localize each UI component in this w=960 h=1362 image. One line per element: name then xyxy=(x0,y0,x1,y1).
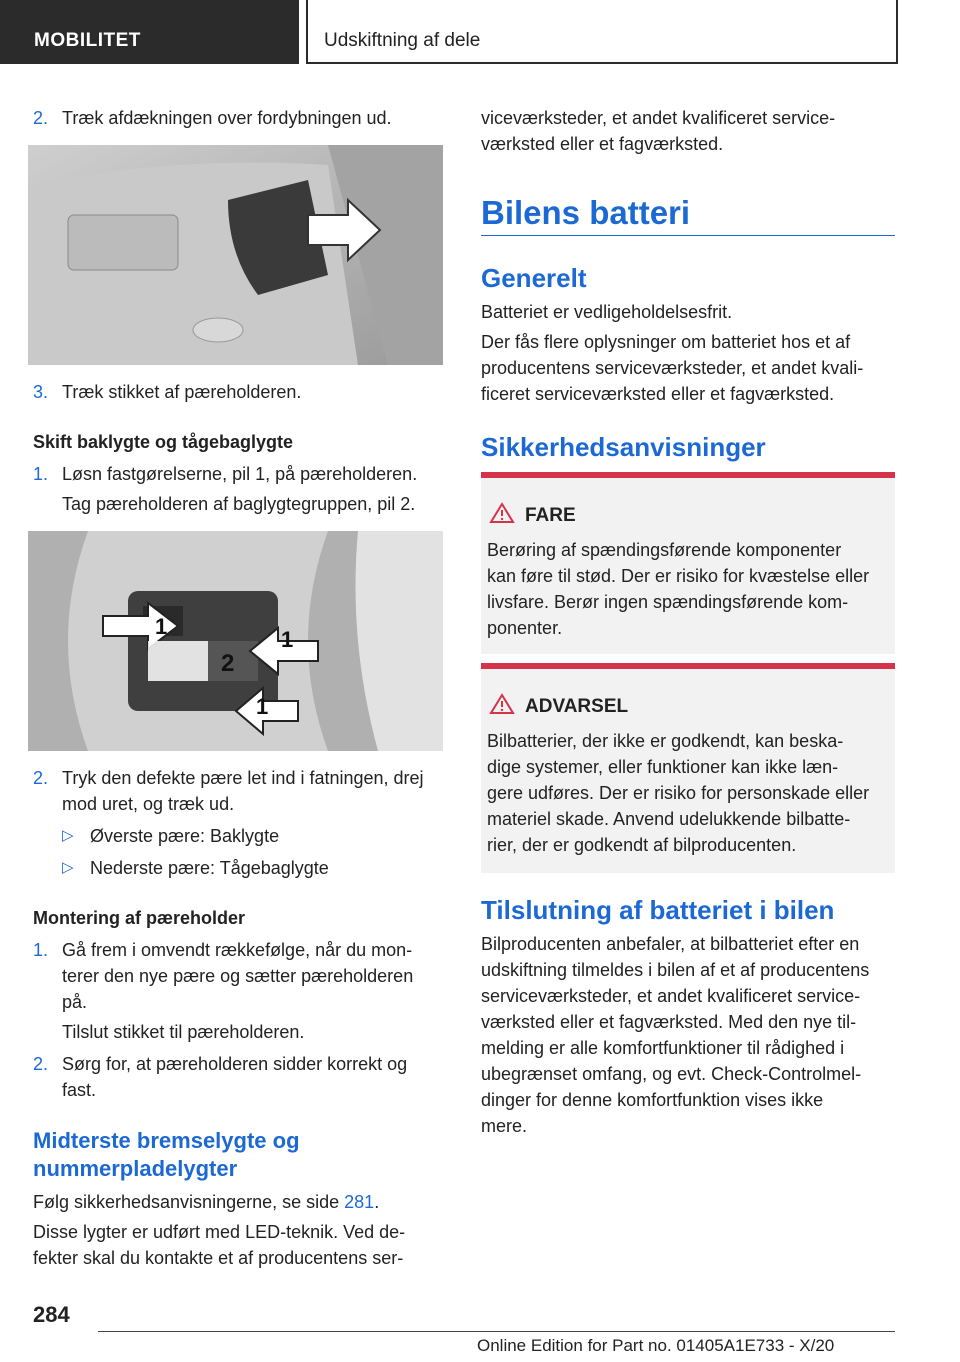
callout-label: 1 xyxy=(256,694,269,719)
callout-label: 2 xyxy=(221,650,235,677)
heading-brake-plate-lights-1: Midterste bremselygte og xyxy=(33,1128,300,1153)
step-text-line1: Sørg for, at pæreholderen sidder korrekt og xyxy=(62,1054,408,1074)
danger-body xyxy=(487,537,887,641)
bullet-text: Øverste pære: Baklygte xyxy=(90,826,280,846)
subheading-reverse-fog-light: Skift baklygte og tågebaglygte xyxy=(33,432,294,452)
heading-underline xyxy=(481,235,895,236)
warning-triangle-icon xyxy=(489,693,515,715)
paragraph-connect-line: mere. xyxy=(481,1116,528,1136)
paragraph-connect-line: serviceværksteder, et andet kvalificeret service- xyxy=(481,986,861,1006)
chapter-label: Udskiftning af dele xyxy=(324,30,481,51)
step-text-line2: terer den nye pære og sætter pæreholderen xyxy=(62,966,414,986)
paragraph-connect-line: melding er alle komfortfunktioner til rådighed i xyxy=(481,1038,845,1058)
paragraph-led-line2: fekter skal du kontakte et af producentens ser- xyxy=(33,1248,404,1268)
warning-box xyxy=(481,663,895,873)
warning-triangle-icon xyxy=(489,502,515,524)
danger-box xyxy=(481,472,895,654)
subheading-install-holder: Montering af pæreholder xyxy=(33,908,246,928)
photo-bulb-holder-illustration xyxy=(28,531,443,751)
step-number: 2. xyxy=(33,768,49,788)
heading-safety: Sikkerhedsanvisninger xyxy=(481,432,766,462)
paragraph-connect-line: udskiftning tilmeldes i bilen af et af producentens xyxy=(481,960,870,980)
danger-line: livsfare. Berør ingen spændingsførende kom- xyxy=(487,592,849,612)
step-text-line3: på. xyxy=(62,992,88,1012)
photo-bulb-holder xyxy=(28,531,443,751)
heading-general: Generelt xyxy=(481,263,587,293)
paragraph-connect-line: dinger for denne komfortfunktion vises ikke xyxy=(481,1090,824,1110)
danger-line: ponenter. xyxy=(487,618,563,638)
paragraph-info-line1: Der fås flere oplysninger om batteriet hos et af xyxy=(481,332,851,352)
warning-title: ADVARSEL xyxy=(525,696,629,717)
step-number: 1. xyxy=(33,940,49,960)
danger-line: Berøring af spændingsførende komponenter xyxy=(487,540,842,560)
step-text: Træk stikket af pæreholderen. xyxy=(62,382,302,402)
photo-trunk-cover xyxy=(28,145,443,365)
step-number: 2. xyxy=(33,108,49,128)
paragraph-text: . xyxy=(374,1192,380,1212)
heading-brake-plate-lights-2: nummerpladelygter xyxy=(33,1156,238,1181)
step-text: Træk afdækningen over fordybningen ud. xyxy=(62,108,392,128)
step-note: Tag pæreholderen af baglygtegruppen, pil 2. xyxy=(62,494,416,514)
step-number: 1. xyxy=(33,464,49,484)
step-number: 2. xyxy=(33,1054,49,1074)
warning-line: rier, der er godkendt af bilproducenten. xyxy=(487,835,797,855)
step-text-line2: mod uret, og træk ud. xyxy=(62,794,235,814)
step-number: 3. xyxy=(33,382,49,402)
bullet-arrow-icon: ▷ xyxy=(62,859,74,876)
warning-line: gere udføres. Der er risiko for personskade eller xyxy=(487,783,870,803)
continued-text-line2: værksted eller et fagværksted. xyxy=(481,134,724,154)
continued-text-line1: viceværksteder, et andet kvalificeret service- xyxy=(481,108,836,128)
paragraph-info-line2: producentens serviceværksteder, et andet kvali- xyxy=(481,358,864,378)
chapter-tab[interactable] xyxy=(306,0,898,64)
bullet-arrow-icon: ▷ xyxy=(62,827,74,844)
step-text-line1: Tryk den defekte pære let ind i fatningen, drej xyxy=(62,768,424,788)
danger-line: kan føre til stød. Der er risiko for kvæstelse eller xyxy=(487,566,870,586)
edition-text: Online Edition for Part no. 01405A1E733 - X/20 xyxy=(477,1336,835,1355)
footer-divider xyxy=(98,1331,895,1332)
step-text-line1: Gå frem i omvendt rækkefølge, når du mon- xyxy=(62,940,413,960)
paragraph-text: Følg sikkerhedsanvisningerne, se side xyxy=(33,1192,345,1212)
page-link[interactable]: 281 xyxy=(344,1192,375,1212)
paragraph-connect-line: ubegrænset omfang, og evt. Check-Controlmel- xyxy=(481,1064,862,1084)
paragraph-maintenance-free: Batteriet er vedligeholdelsesfrit. xyxy=(481,302,733,322)
page-number: 284 xyxy=(33,1302,70,1327)
callout-label: 1 xyxy=(155,614,168,639)
step-text-line2: fast. xyxy=(62,1080,97,1100)
warning-line: dige systemer, eller funktioner kan ikke læn- xyxy=(487,757,839,777)
step-note: Tilslut stikket til pæreholderen. xyxy=(62,1022,305,1042)
heading-battery: Bilens batteri xyxy=(481,194,691,231)
photo-trunk-cover-illustration xyxy=(28,145,443,365)
bullet-text: Nederste pære: Tågebaglygte xyxy=(90,858,329,878)
section-label: MOBILITET xyxy=(34,30,141,51)
heading-connect-battery: Tilslutning af batteriet i bilen xyxy=(481,895,835,925)
paragraph-connect-line: Bilproducenten anbefaler, at bilbatteriet efter en xyxy=(481,934,860,954)
paragraph-connect-line: værksted eller et fagværksted. Med den nye til- xyxy=(481,1012,857,1032)
danger-title: FARE xyxy=(525,505,576,526)
warning-line: Bilbatterier, der ikke er godkendt, kan beska- xyxy=(487,731,844,751)
paragraph-led-line1: Disse lygter er udført med LED-teknik. Ved de- xyxy=(33,1222,406,1242)
warning-body xyxy=(487,728,887,858)
paragraph-info-line3: ficeret serviceværksted eller et fagværksted. xyxy=(481,384,835,404)
paragraph-safety-ref xyxy=(33,1189,379,1215)
callout-label: 1 xyxy=(281,627,294,652)
section-tab[interactable] xyxy=(0,0,299,64)
step-text: Løsn fastgørelserne, pil 1, på pæreholderen. xyxy=(62,464,418,484)
warning-line: materiel skade. Anvend udelukkende bilbatte- xyxy=(487,809,851,829)
